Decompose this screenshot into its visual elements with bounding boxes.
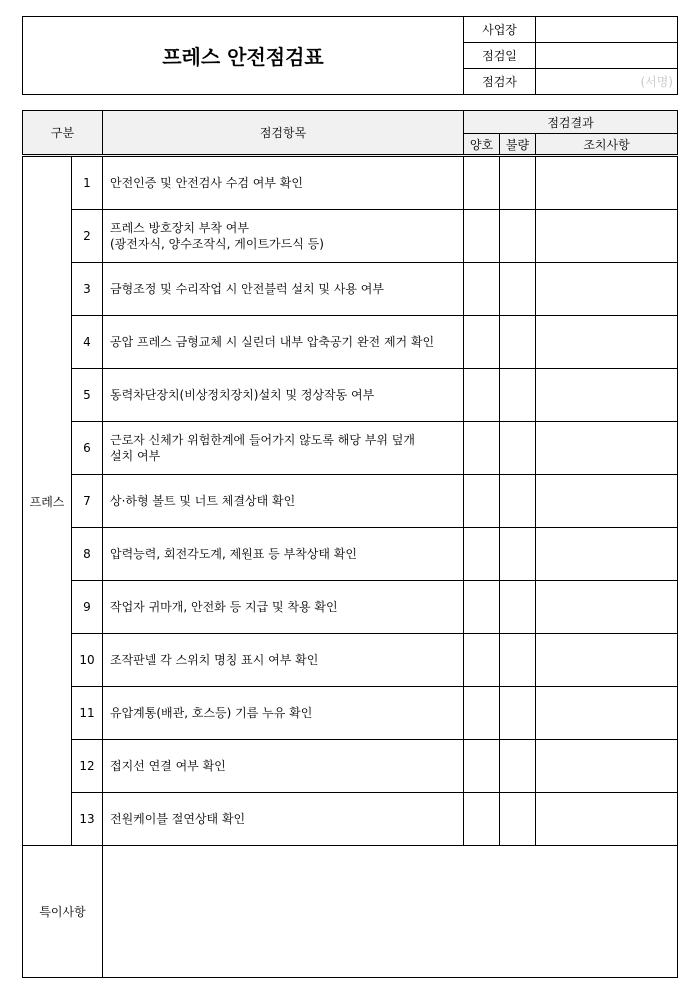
good-cell[interactable] xyxy=(464,210,500,263)
check-item-text: 조작판넬 각 스위치 명칭 표시 여부 확인 xyxy=(110,653,319,667)
bad-cell[interactable] xyxy=(500,156,536,210)
bad-cell[interactable] xyxy=(500,687,536,740)
check-item xyxy=(103,210,464,263)
inspector-label: 점검자 xyxy=(464,69,536,95)
notes-label: 특이사항 xyxy=(23,846,103,978)
check-item xyxy=(103,528,464,581)
check-item xyxy=(103,634,464,687)
check-item xyxy=(103,581,464,634)
notes-field[interactable] xyxy=(103,846,678,978)
check-item-text: 전원케이블 절연상태 확인 xyxy=(110,812,246,826)
signature-hint: (서명) xyxy=(640,75,673,89)
result-header: 점검결과 xyxy=(464,111,678,134)
bad-cell[interactable] xyxy=(500,475,536,528)
table-row xyxy=(23,740,678,793)
bad-header: 불량 xyxy=(500,134,536,156)
row-number: 10 xyxy=(72,634,103,687)
row-number: 1 xyxy=(72,156,103,210)
check-item-text-line2: (광전자식, 양수조작식, 게이트가드식 등) xyxy=(110,237,324,251)
table-row xyxy=(23,475,678,528)
action-cell[interactable] xyxy=(536,687,678,740)
row-number: 2 xyxy=(72,210,103,263)
inspection-date-label: 점검일 xyxy=(464,43,536,69)
good-cell[interactable] xyxy=(464,422,500,475)
table-row xyxy=(23,793,678,846)
check-item xyxy=(103,475,464,528)
item-header: 점검항목 xyxy=(103,111,464,156)
bad-cell[interactable] xyxy=(500,210,536,263)
good-cell[interactable] xyxy=(464,581,500,634)
check-item-text: 동력차단장치(비상정치장치)설치 및 정상작동 여부 xyxy=(110,388,375,402)
check-item xyxy=(103,422,464,475)
table-row xyxy=(23,422,678,475)
action-cell[interactable] xyxy=(536,156,678,210)
table-row xyxy=(23,263,678,316)
good-cell[interactable] xyxy=(464,687,500,740)
check-item xyxy=(103,156,464,210)
table-row xyxy=(23,687,678,740)
row-number: 11 xyxy=(72,687,103,740)
row-number: 9 xyxy=(72,581,103,634)
table-row xyxy=(23,210,678,263)
category-cell: 프레스 xyxy=(23,156,72,846)
action-cell[interactable] xyxy=(536,634,678,687)
inspector-signature-field[interactable] xyxy=(536,69,678,95)
bad-cell[interactable] xyxy=(500,793,536,846)
check-item xyxy=(103,263,464,316)
good-cell[interactable] xyxy=(464,740,500,793)
table-row xyxy=(23,634,678,687)
table-row xyxy=(23,316,678,369)
check-item-text: 접지선 연결 여부 확인 xyxy=(110,759,226,773)
check-item-text: 유압계통(배관, 호스등) 기름 누유 확인 xyxy=(110,706,313,720)
row-number: 8 xyxy=(72,528,103,581)
row-number: 13 xyxy=(72,793,103,846)
check-item-text: 프레스 방호장치 부착 여부 xyxy=(110,221,249,235)
table-row xyxy=(23,528,678,581)
page-title: 프레스 안전점검표 xyxy=(23,17,464,95)
bad-cell[interactable] xyxy=(500,634,536,687)
check-item xyxy=(103,687,464,740)
checklist-table xyxy=(22,110,678,978)
check-item-text: 압력능력, 회전각도계, 제원표 등 부착상태 확인 xyxy=(110,547,357,561)
bad-cell[interactable] xyxy=(500,369,536,422)
bad-cell[interactable] xyxy=(500,528,536,581)
action-cell[interactable] xyxy=(536,422,678,475)
table-row xyxy=(23,369,678,422)
check-item-text: 금형조정 및 수리작업 시 안전블럭 설치 및 사용 여부 xyxy=(110,282,384,296)
good-cell[interactable] xyxy=(464,528,500,581)
check-item-text: 공압 프레스 금형교체 시 실린더 내부 압축공기 완전 제거 확인 xyxy=(110,335,435,349)
inspection-date-field[interactable] xyxy=(536,43,678,69)
check-item-text: 상·하형 볼트 및 너트 체결상태 확인 xyxy=(110,494,296,508)
bad-cell[interactable] xyxy=(500,740,536,793)
good-cell[interactable] xyxy=(464,263,500,316)
category-header: 구분 xyxy=(23,111,103,156)
table-row xyxy=(23,581,678,634)
check-item-text: 작업자 귀마개, 안전화 등 지급 및 착용 확인 xyxy=(110,600,338,614)
action-cell[interactable] xyxy=(536,316,678,369)
row-number: 5 xyxy=(72,369,103,422)
row-number: 4 xyxy=(72,316,103,369)
good-header: 양호 xyxy=(464,134,500,156)
good-cell[interactable] xyxy=(464,369,500,422)
table-row xyxy=(23,156,678,210)
action-cell[interactable] xyxy=(536,263,678,316)
action-header: 조치사항 xyxy=(536,134,678,156)
check-item xyxy=(103,740,464,793)
action-cell[interactable] xyxy=(536,740,678,793)
row-number: 12 xyxy=(72,740,103,793)
action-cell[interactable] xyxy=(536,475,678,528)
good-cell[interactable] xyxy=(464,475,500,528)
check-item-text: 안전인증 및 안전검사 수검 여부 확인 xyxy=(110,176,303,190)
action-cell[interactable] xyxy=(536,581,678,634)
action-cell[interactable] xyxy=(536,793,678,846)
bad-cell[interactable] xyxy=(500,422,536,475)
bad-cell[interactable] xyxy=(500,316,536,369)
bad-cell[interactable] xyxy=(500,263,536,316)
bad-cell[interactable] xyxy=(500,581,536,634)
header-table xyxy=(22,16,678,95)
action-cell[interactable] xyxy=(536,528,678,581)
action-cell[interactable] xyxy=(536,210,678,263)
good-cell[interactable] xyxy=(464,793,500,846)
action-cell[interactable] xyxy=(536,369,678,422)
row-number: 3 xyxy=(72,263,103,316)
check-item xyxy=(103,369,464,422)
check-item xyxy=(103,316,464,369)
check-item-text-line2: 설치 여부 xyxy=(110,449,161,463)
workplace-label: 사업장 xyxy=(464,17,536,43)
row-number: 6 xyxy=(72,422,103,475)
good-cell[interactable] xyxy=(464,316,500,369)
workplace-field[interactable] xyxy=(536,17,678,43)
good-cell[interactable] xyxy=(464,156,500,210)
good-cell[interactable] xyxy=(464,634,500,687)
row-number: 7 xyxy=(72,475,103,528)
check-item xyxy=(103,793,464,846)
check-item-text: 근로자 신체가 위험한계에 들어가지 않도록 해당 부위 덮개 xyxy=(110,433,415,447)
